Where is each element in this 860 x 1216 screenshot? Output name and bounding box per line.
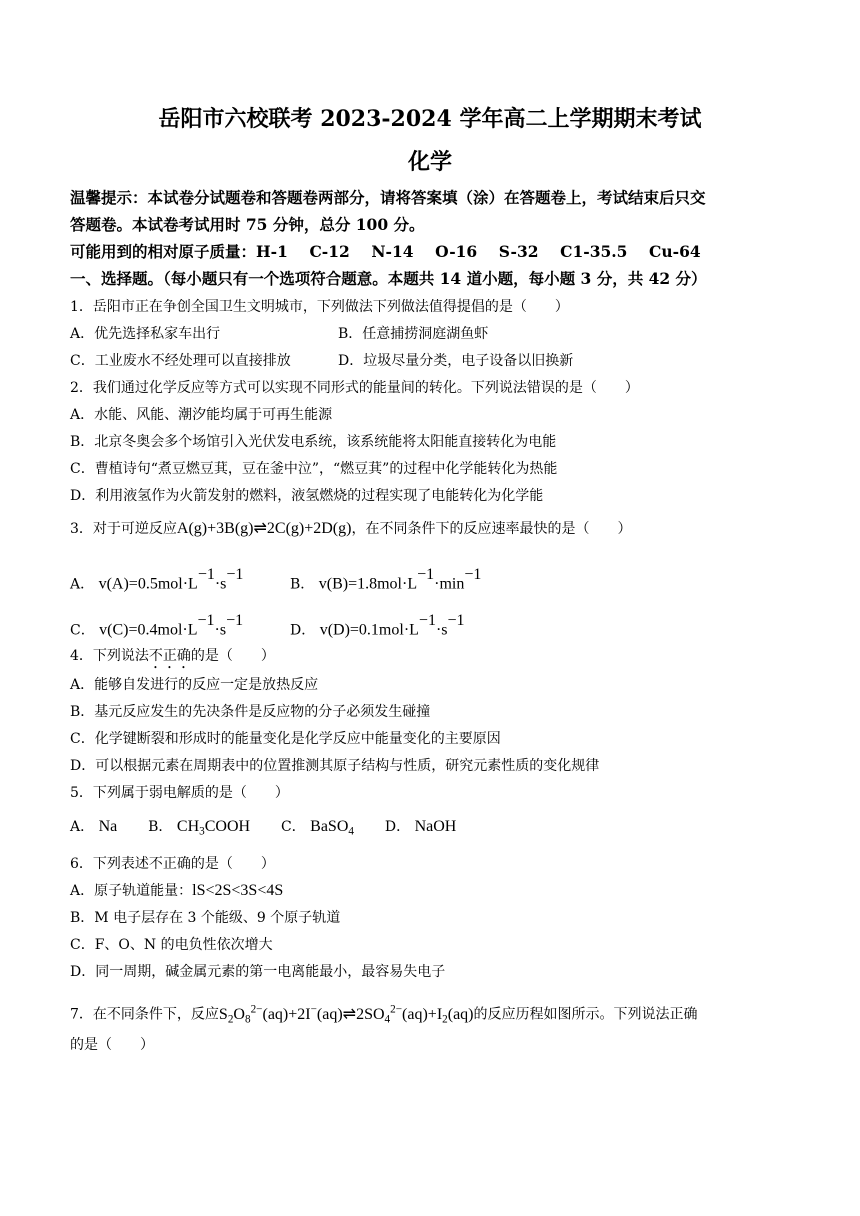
page-title: 岳阳市六校联考 2023-2024 学年高二上学期期末考试 [158, 106, 702, 132]
q3-option-b-exp2: −1 [464, 566, 482, 583]
q1-option-d: D．垃圾尽量分类，电子设备以旧换新 [338, 353, 574, 369]
q5-option-a-label: A． [70, 819, 95, 835]
q3-option-c-exp2: −1 [226, 612, 244, 629]
q3-option-a-exp1: −1 [197, 566, 215, 583]
q1-option-c: C．工业废水不经处理可以直接排放 [70, 353, 291, 369]
q3-option-d-label: D． [290, 622, 316, 639]
q7-r1-o: O [233, 1005, 245, 1023]
q3-option-c-label: C． [70, 622, 95, 639]
q7-p1-aq: (aq)+I [402, 1005, 443, 1023]
q7-p1: 2SO [356, 1005, 385, 1023]
q3-option-d-exp2: −1 [447, 612, 465, 629]
q3-option-c [70, 612, 243, 640]
q7-p2-sub: 2 [442, 1013, 448, 1026]
q6-option-a [70, 882, 283, 900]
q7-r2-aq: (aq) [316, 1005, 343, 1023]
q4-stem [70, 647, 275, 672]
q2-option-a: A．水能、风能、潮汐能均属于可再生能源 [70, 407, 333, 423]
q5-option-b-label: B． [148, 819, 173, 835]
q7-equation [218, 1003, 474, 1026]
q7-prefix: 7．在不同条件下，反应 [70, 1006, 219, 1023]
q3-option-d [290, 612, 465, 640]
q6-stem: 6．下列表述不正确的是（ ） [70, 856, 275, 872]
q7-p1-charge: 2− [390, 1003, 403, 1015]
q7-equilibrium-arrow: ⇌ [342, 1005, 357, 1023]
q7-stem-line-2: 的是（ ） [70, 1037, 154, 1053]
atomic-masses: 可能用到的相对原子质量：H-1 C-12 N-14 O-16 S-32 C1-35.5 Cu-64 [70, 242, 701, 261]
q3-option-b-label: B． [290, 576, 315, 593]
q3-stem [70, 520, 631, 538]
q3-option-a-unit: ·s [214, 575, 227, 593]
q3-option-a-exp2: −1 [226, 566, 244, 583]
q3-option-a-label: A． [70, 576, 95, 593]
q3-option-d-value: v(D)=0.1mol·L [319, 621, 419, 639]
q1-option-a: A．优先选择私家车出行 [70, 326, 221, 342]
notice-line-1: 温馨提示：本试卷分试题卷和答题卷两部分，请将答案填（涂）在答题卷上，考试结束后只交 [70, 188, 706, 207]
q6-option-a-expr: lS<2S<3S<4S [192, 882, 284, 899]
q3-prefix: 3．对于可逆反应 [70, 521, 177, 537]
q4-option-d: D．可以根据元素在周期表中的位置推测其原子结构与性质，研究元素性质的变化规律 [70, 758, 600, 774]
q2-option-b: B．北京冬奥会多个场馆引入光伏发电系统，该系统能将太阳能直接转化为电能 [70, 434, 557, 450]
q1-option-b: B．任意捕捞洞庭湖鱼虾 [338, 326, 489, 342]
q7-r1-s: S [218, 1005, 228, 1023]
q5-option-b-sub: 3 [199, 825, 205, 838]
q6-option-c: C．F、O、N 的电负性依次增大 [70, 937, 273, 953]
q7-r1-sub1: 2 [227, 1013, 234, 1026]
q5-option-b-rest: COOH [204, 818, 251, 835]
q7-r2-charge: − [310, 1003, 317, 1015]
q4-option-c: C．化学键断裂和形成时的能量变化是化学反应中能量变化的主要原因 [70, 731, 501, 747]
q3-option-b-exp1: −1 [417, 566, 435, 583]
q3-option-c-value: v(C)=0.4mol·L [99, 621, 198, 639]
q3-option-b [290, 566, 481, 594]
q5-option-c-sub: 4 [348, 825, 354, 838]
q2-stem: 2．我们通过化学反应等方式可以实现不同形式的能量间的转化。下列说法错误的是（ ） [70, 380, 639, 396]
q5-option-d: NaOH [414, 818, 457, 835]
q3-option-d-exp1: −1 [418, 612, 436, 629]
q5-option-b [176, 818, 251, 838]
q7-p2-aq: (aq) [447, 1005, 474, 1023]
q3-option-d-unit: ·s [435, 621, 448, 639]
q7-r1-charge: 2− [250, 1003, 263, 1015]
q5-option-d-label: D． [384, 819, 411, 835]
q7-p1-sub: 4 [384, 1013, 391, 1026]
q7-r1-sub2: 8 [244, 1013, 251, 1026]
q7-r1-aq: (aq)+2I [262, 1005, 311, 1023]
q3-products: 2C(g)+2D(g) [266, 520, 352, 537]
q5-stem: 5．下列属于弱电解质的是（ ） [70, 785, 289, 801]
q6-option-d: D．同一周期，碱金属元素的第一电离能最小，最容易失电子 [70, 964, 446, 980]
subject-title: 化学 [407, 149, 452, 175]
q7-suffix: 的反应历程如图所示。下列说法正确 [473, 1006, 698, 1023]
q5-option-c-main: BaSO [310, 818, 349, 835]
q5-option-a: Na [98, 818, 118, 835]
q6-option-a-pre: A．原子轨道能量： [70, 883, 193, 899]
q5-option-b-main: CH [176, 818, 200, 835]
q3-option-a [70, 566, 243, 594]
q4-stem-post: 的是（ ） [190, 648, 275, 664]
q3-option-b-value: v(B)=1.8mol·L [318, 575, 418, 593]
q5-option-c [310, 818, 354, 838]
q4-stem-emphasis: 不正确 [148, 648, 191, 664]
q3-suffix: ，在不同条件下的反应速率最快的是（ ） [351, 521, 632, 537]
q4-option-b: B．基元反应发生的先决条件是反应物的分子必须发生碰撞 [70, 704, 431, 720]
q2-option-c: C．曹植诗句“煮豆燃豆萁，豆在釜中泣”，“燃豆萁”的过程中化学能转化为热能 [70, 461, 558, 477]
q7-stem [70, 1000, 698, 1028]
q4-option-a: A．能够自发进行的反应一定是放热反应 [70, 677, 319, 693]
q4-stem-pre: 4．下列说法 [70, 648, 149, 664]
q5-options [70, 818, 456, 840]
q3-option-c-unit: ·s [214, 621, 227, 639]
q2-option-d: D．利用液氢作为火箭发射的燃料，液氢燃烧的过程实现了电能转化为化学能 [70, 488, 544, 504]
q5-option-c-label: C． [280, 819, 306, 835]
q3-option-a-value: v(A)=0.5mol·L [98, 575, 198, 593]
q1-stem: 1．岳阳市正在争创全国卫生文明城市，下列做法下列做法值得提倡的是（ ） [70, 299, 569, 315]
q3-option-b-unit: ·min [434, 575, 465, 593]
q3-option-c-exp1: −1 [197, 612, 215, 629]
section-heading: 一、选择题。（每小题只有一个选项符合题意。本题共 14 道小题，每小题 3 分，共 42 分） [70, 269, 707, 288]
q3-reactants: A(g)+3B(g) [176, 520, 254, 537]
q6-option-b: B．M 电子层存在 3 个能级、9 个原子轨道 [70, 910, 341, 926]
notice-line-2: 答题卷。本试卷考试用时 75 分钟，总分 100 分。 [70, 215, 425, 234]
q3-equilibrium-arrow: ⇌ [253, 520, 267, 537]
